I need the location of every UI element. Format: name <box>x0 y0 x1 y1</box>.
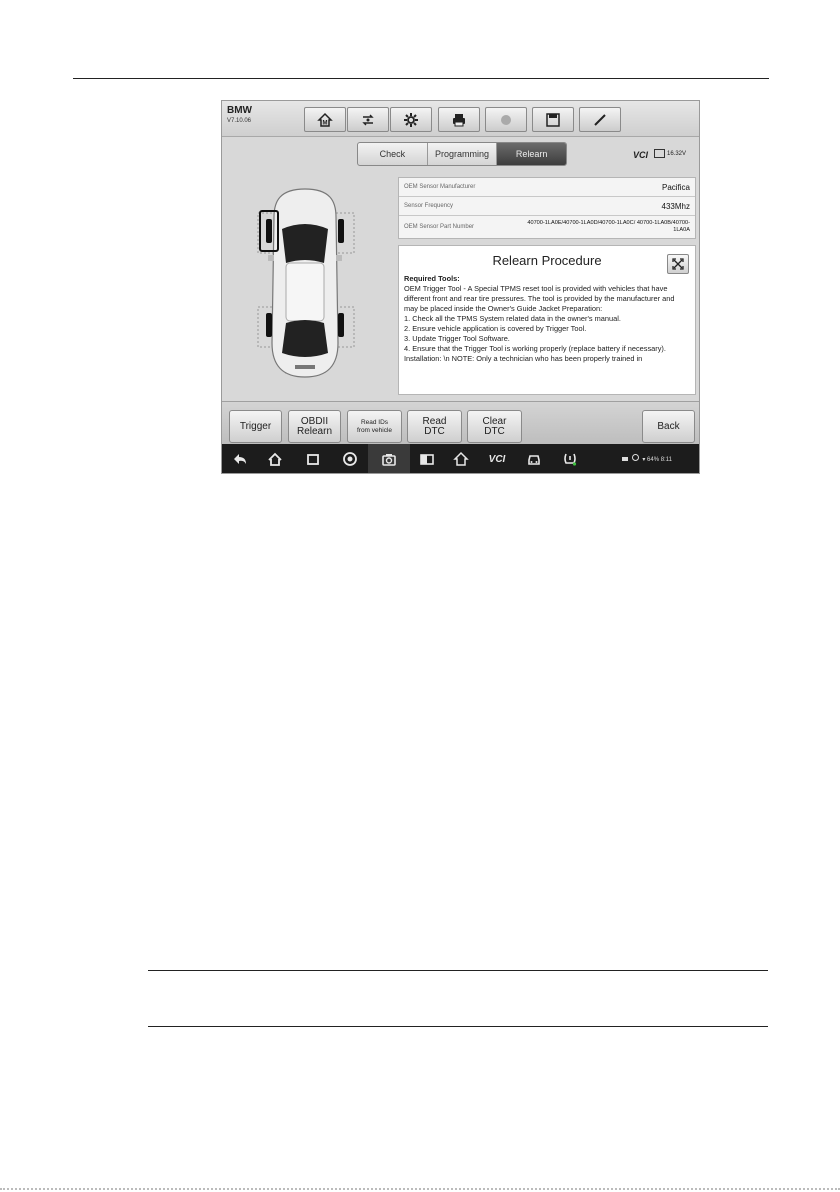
home-button[interactable] <box>304 107 346 132</box>
procedure-title: Relearn Procedure <box>492 253 602 268</box>
browser-icon[interactable] <box>342 451 358 467</box>
tablet-screenshot <box>221 100 700 474</box>
obdii-relearn-button[interactable] <box>288 410 341 443</box>
main-content <box>222 169 699 401</box>
read-dtc-line2: DTC <box>424 425 445 437</box>
clear-dtc-line2: DTC <box>484 425 505 437</box>
procedure-line: 1. Check all the TPMS System related data in the owner's manual. <box>404 314 621 323</box>
tab-bar <box>222 137 699 169</box>
camera-icon[interactable] <box>381 451 397 467</box>
vehicle-swap-button[interactable] <box>347 107 389 132</box>
car-top-view-icon <box>250 183 360 393</box>
help-icon <box>498 112 514 128</box>
top-toolbar <box>222 101 699 137</box>
print-icon <box>451 112 467 128</box>
trigger-button[interactable]: Trigger <box>229 410 282 443</box>
home-nav-icon[interactable] <box>267 451 283 467</box>
page-edge-dotted-line <box>0 1188 840 1190</box>
svg-text:M: M <box>322 120 328 126</box>
procedure-line: 3. Update Trigger Tool Software. <box>404 334 510 343</box>
wifi-icon: ▾ <box>642 457 646 463</box>
pen-button[interactable] <box>579 107 621 132</box>
back-button[interactable]: Back <box>642 410 695 443</box>
clear-dtc-button[interactable] <box>467 410 522 443</box>
tab-programming[interactable]: Programming <box>428 143 498 165</box>
save-button[interactable] <box>532 107 574 132</box>
autel-home-icon[interactable] <box>453 451 469 467</box>
sensor-info-table <box>398 177 696 239</box>
sensor-frequency-value: 433Mhz <box>661 201 690 211</box>
voltage-indicator <box>654 149 686 158</box>
sensor-part-number-label: OEM Sensor Part Number <box>404 224 475 230</box>
tab-check[interactable]: Check <box>358 143 428 165</box>
procedure-line: Installation: \n NOTE: Only a technician who has been properly trained in <box>404 354 643 363</box>
settings-icon <box>403 112 419 128</box>
read-ids-line2: from vehicle <box>356 426 393 434</box>
read-dtc-button[interactable] <box>407 410 462 443</box>
vehicle-icon[interactable] <box>526 451 542 467</box>
system-navigation-bar <box>222 444 699 473</box>
sensor-manufacturer-value: Pacifica <box>661 182 690 192</box>
expand-button[interactable] <box>667 254 689 274</box>
note-box-bottom-rule <box>148 1026 768 1027</box>
settings-button[interactable] <box>390 107 432 132</box>
tpms-warning-icon[interactable] <box>562 451 578 467</box>
pen-icon <box>592 112 608 128</box>
battery-icon <box>654 149 665 158</box>
software-version: V7.10.06 <box>227 118 252 124</box>
display-toggle-icon[interactable] <box>419 451 435 467</box>
expand-icon <box>672 258 684 270</box>
table-row <box>399 197 695 216</box>
save-icon <box>545 112 561 128</box>
required-tools-heading: Required Tools: <box>404 274 460 283</box>
function-tabs <box>357 142 567 166</box>
page-header-rule <box>73 78 769 79</box>
table-row <box>399 178 695 197</box>
sensor-frequency-label: Sensor Frequency <box>404 203 454 209</box>
battery-time-text: 64% 8:11 <box>647 457 672 463</box>
vci-status: VCI <box>633 150 649 160</box>
voltage-value: 16.32V <box>667 150 687 157</box>
back-arrow-icon[interactable] <box>232 451 248 467</box>
help-button[interactable] <box>485 107 527 132</box>
read-ids-line1: Read IDs <box>360 418 389 426</box>
obdii-relearn-line2: Relearn <box>296 425 333 437</box>
sensor-manufacturer-label: OEM Sensor Manufacturer <box>404 184 476 190</box>
print-button[interactable] <box>438 107 480 132</box>
vehicle-swap-icon <box>360 112 376 128</box>
recent-apps-icon[interactable] <box>305 451 321 467</box>
home-icon <box>317 112 333 128</box>
relearn-procedure-panel[interactable] <box>398 245 696 395</box>
vehicle-brand: BMW <box>227 105 252 116</box>
read-ids-button[interactable] <box>347 410 402 443</box>
obdii-relearn-line1: OBDII <box>300 415 329 427</box>
clear-dtc-line1: Clear <box>482 415 507 427</box>
tab-relearn[interactable]: Relearn <box>497 143 566 165</box>
gps-icon <box>632 454 639 461</box>
procedure-line: 4. Ensure that the Trigger Tool is working properly (replace battery if necessary). <box>404 344 666 353</box>
chat-icon <box>622 457 628 461</box>
procedure-line: 2. Ensure vehicle application is covered by Trigger Tool. <box>404 324 587 333</box>
vci-nav-icon[interactable]: VCI <box>488 453 506 465</box>
system-status <box>622 454 672 463</box>
note-box-top-rule <box>148 970 768 971</box>
function-button-bar <box>222 401 699 445</box>
procedure-text <box>404 274 690 364</box>
read-dtc-line1: Read <box>422 415 447 427</box>
sensor-part-number-value: 40700-1LA0E/40700-1LA0D/40700-1LA0C/ 40700-1LA0B/40700-1LA0A <box>527 220 690 233</box>
procedure-line: OEM Trigger Tool - A Special TPMS reset tool is provided with vehicles that have different front and rear tire pressures. The tool is provided by the manufacturer and may be placed inside the Owner's Guide Jacket Preparation: <box>404 284 675 313</box>
table-row <box>399 216 695 238</box>
